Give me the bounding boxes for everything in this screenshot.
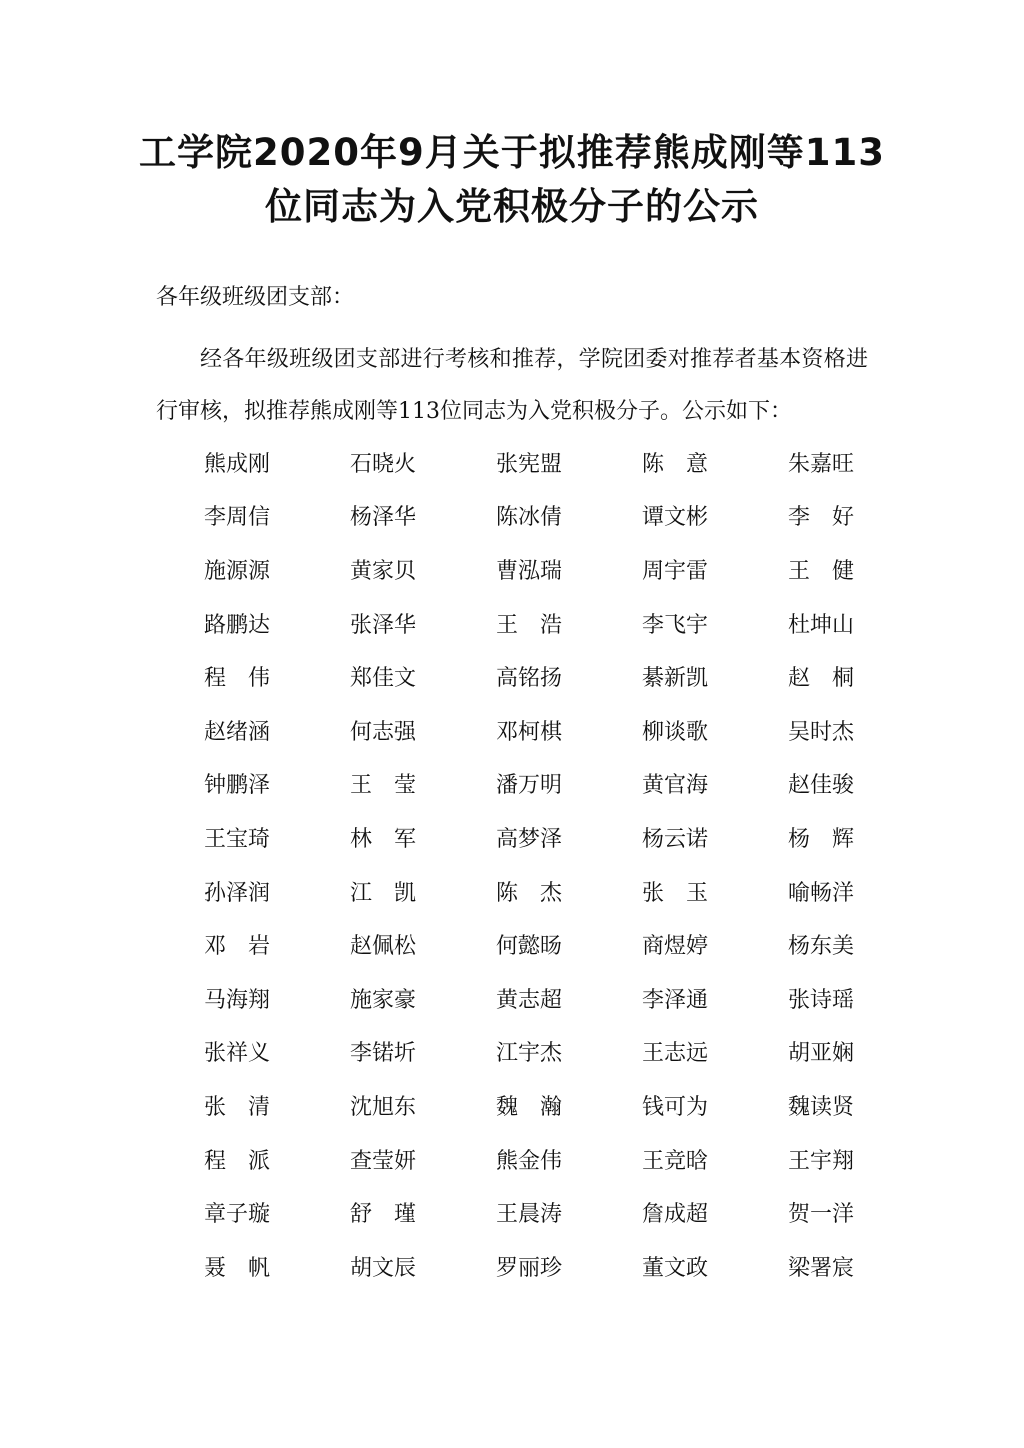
name-entry: 李泽通 bbox=[642, 987, 709, 1013]
name-entry: 杨云诺 bbox=[642, 826, 709, 852]
name-entry: 孙泽润 bbox=[204, 880, 271, 906]
name-entry: 魏 瀚 bbox=[496, 1094, 563, 1120]
names-list bbox=[204, 438, 884, 1296]
name-entry: 王竞晗 bbox=[642, 1148, 709, 1174]
name-entry: 商煜婷 bbox=[642, 934, 709, 960]
name-entry: 江宇杰 bbox=[496, 1041, 563, 1067]
title-line-2: 位同志为入党积极分子的公示 bbox=[265, 185, 759, 228]
name-entry: 王晨涛 bbox=[496, 1202, 563, 1228]
name-entry: 钟鹏泽 bbox=[204, 773, 271, 799]
name-entry: 黄志超 bbox=[496, 987, 563, 1013]
name-entry: 王宇翔 bbox=[788, 1148, 855, 1174]
name-entry: 赵佳骏 bbox=[788, 773, 855, 799]
name-entry: 周宇雷 bbox=[642, 558, 709, 584]
name-entry: 喻畅洋 bbox=[788, 880, 855, 906]
name-entry: 查莹妍 bbox=[350, 1148, 417, 1174]
name-entry: 张 玉 bbox=[642, 880, 709, 906]
name-entry: 李锘圻 bbox=[350, 1041, 417, 1067]
name-entry: 赵佩松 bbox=[350, 934, 417, 960]
name-entry: 章子璇 bbox=[204, 1202, 271, 1228]
name-entry: 江 凯 bbox=[350, 880, 417, 906]
name-entry: 李飞宇 bbox=[642, 612, 709, 638]
name-entry: 朱嘉旺 bbox=[788, 451, 855, 477]
name-entry: 谭文彬 bbox=[642, 505, 709, 531]
name-entry: 王 浩 bbox=[496, 612, 563, 638]
name-entry: 张诗瑶 bbox=[788, 987, 855, 1013]
name-entry: 张祥义 bbox=[204, 1041, 271, 1067]
name-entry: 张宪盟 bbox=[496, 451, 563, 477]
name-entry: 吴时杰 bbox=[788, 719, 855, 745]
name-entry: 胡文辰 bbox=[350, 1255, 417, 1281]
name-entry: 陈 杰 bbox=[496, 880, 563, 906]
name-entry: 杨东美 bbox=[788, 934, 855, 960]
name-entry: 梁署宸 bbox=[788, 1255, 855, 1281]
name-entry: 高梦泽 bbox=[496, 826, 563, 852]
name-entry: 陈 意 bbox=[642, 451, 709, 477]
name-entry: 陈冰倩 bbox=[496, 505, 563, 531]
name-entry: 聂 帆 bbox=[204, 1255, 271, 1281]
name-entry: 王宝琦 bbox=[204, 826, 271, 852]
name-entry: 石晓火 bbox=[350, 451, 417, 477]
name-entry: 熊成刚 bbox=[204, 451, 271, 477]
name-entry: 施家豪 bbox=[350, 987, 417, 1013]
name-entry: 李周信 bbox=[204, 505, 271, 531]
name-entry: 高铭扬 bbox=[496, 666, 563, 692]
name-entry: 何懿旸 bbox=[496, 934, 563, 960]
name-entry: 李 好 bbox=[788, 505, 855, 531]
name-entry: 王 健 bbox=[788, 558, 855, 584]
document-title bbox=[120, 126, 904, 234]
name-entry: 施源源 bbox=[204, 558, 271, 584]
name-entry: 马海翔 bbox=[204, 987, 271, 1013]
name-entry: 贺一洋 bbox=[788, 1202, 855, 1228]
name-entry: 王志远 bbox=[642, 1041, 709, 1067]
salutation: 各年级班级团支部： bbox=[156, 285, 355, 310]
name-entry: 胡亚娴 bbox=[788, 1041, 855, 1067]
name-entry: 黄官海 bbox=[642, 773, 709, 799]
name-entry: 曹泓瑞 bbox=[496, 558, 563, 584]
name-entry: 柳谈歌 bbox=[642, 719, 709, 745]
name-entry: 林 军 bbox=[350, 826, 417, 852]
name-entry: 熊金伟 bbox=[496, 1148, 563, 1174]
name-entry: 杨 辉 bbox=[788, 826, 855, 852]
name-entry: 赵 桐 bbox=[788, 666, 855, 692]
name-entry: 程 派 bbox=[204, 1148, 271, 1174]
name-entry: 路鹏达 bbox=[204, 612, 271, 638]
name-entry: 程 伟 bbox=[204, 666, 271, 692]
name-entry: 綦新凯 bbox=[642, 666, 709, 692]
name-entry: 沈旭东 bbox=[350, 1094, 417, 1120]
name-entry: 杜坤山 bbox=[788, 612, 855, 638]
name-entry: 何志强 bbox=[350, 719, 417, 745]
name-entry: 罗丽珍 bbox=[496, 1255, 563, 1281]
name-entry: 郑佳文 bbox=[350, 666, 417, 692]
name-entry: 杨泽华 bbox=[350, 505, 417, 531]
name-entry: 张 清 bbox=[204, 1094, 271, 1120]
name-entry: 邓 岩 bbox=[204, 934, 271, 960]
name-entry: 钱可为 bbox=[642, 1094, 709, 1120]
name-entry: 黄家贝 bbox=[350, 558, 417, 584]
title-line-1: 工学院2020年9月关于拟推荐熊成刚等113 bbox=[139, 131, 885, 174]
name-entry: 邓柯棋 bbox=[496, 719, 563, 745]
name-entry: 潘万明 bbox=[496, 773, 563, 799]
name-entry: 王 莹 bbox=[350, 773, 417, 799]
name-entry: 张泽华 bbox=[350, 612, 417, 638]
name-entry: 董文政 bbox=[642, 1255, 709, 1281]
name-entry: 舒 瑾 bbox=[350, 1202, 417, 1228]
name-entry: 赵绪涵 bbox=[204, 719, 271, 745]
name-entry: 魏读贤 bbox=[788, 1094, 855, 1120]
name-entry: 詹成超 bbox=[642, 1202, 709, 1228]
body-paragraph: 经各年级班级团支部进行考核和推荐，学院团委对推荐者基本资格进行审核，拟推荐熊成刚等113位同志为入党积极分子。公示如下： bbox=[156, 347, 868, 424]
